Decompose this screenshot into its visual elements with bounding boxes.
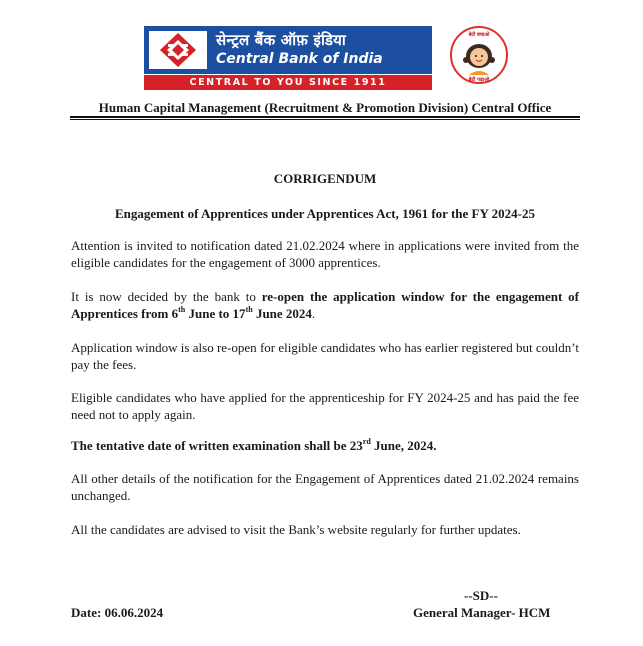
- header-rule: [70, 116, 580, 118]
- paragraph-2-bold-c: June 2024: [252, 306, 312, 321]
- bank-name-english: Central Bank of India: [216, 51, 383, 67]
- paragraph-7: All the candidates are advised to visit the Bank’s website regularly for further updates.: [71, 522, 521, 537]
- signature-sd: --SD--: [464, 588, 498, 603]
- header-rule-thin: [70, 119, 580, 120]
- paragraph-2-end: .: [311, 306, 316, 321]
- paragraph-2-lead: It is now decided by the bank to: [71, 289, 262, 304]
- paragraph-5-b: June, 2024.: [370, 438, 437, 453]
- paragraph-2-sup-b: th: [245, 304, 253, 314]
- bank-tagline: CENTRAL TO YOU SINCE 1911: [144, 75, 432, 90]
- paragraph-2-bold-b: June to 17: [185, 306, 246, 321]
- paragraph-1: Attention is invited to notification dated 21.02.2024 where in applications were invited from the eligible candidates for the engagement of 3000 apprentices.: [71, 238, 579, 270]
- paragraph-5-sup: rd: [362, 436, 371, 446]
- document-title: CORRIGENDUM: [273, 171, 377, 186]
- bank-name-hindi: सेन्ट्रल बैंक ऑफ़ इंडिया: [216, 31, 346, 49]
- office-line: Human Capital Management (Recruitment & Promotion Division) Central Office: [98, 100, 552, 115]
- logo-blue-band: [144, 26, 432, 74]
- signatory-designation: General Manager- HCM: [413, 605, 551, 620]
- paragraph-3: Application window is also re-open for eligible candidates who has earlier registered but couldn’t pay the fees.: [71, 340, 579, 372]
- paragraph-4: Eligible candidates who have applied for the apprenticeship for FY 2024-25 and has paid the fee need not to apply again.: [71, 390, 579, 422]
- paragraph-2-sup-a: th: [178, 304, 186, 314]
- bank-logo: [144, 26, 432, 90]
- beti-bachao-beti-padhao-logo: [449, 23, 509, 87]
- paragraph-2-bold-a: re-open the application window for the engagement of Apprentices from 6: [71, 289, 580, 321]
- campaign-text-bottom: बेटी पढ़ाओ: [468, 77, 490, 83]
- document-date: Date: 06.06.2024: [71, 605, 164, 620]
- paragraph-5-a: The tentative date of written examination shall be 23: [71, 438, 363, 453]
- central-bank-emblem-icon: [149, 31, 207, 69]
- paragraph-6: All other details of the notification for the Engagement of Apprentices dated 21.02.2024 remains unchanged.: [71, 471, 579, 503]
- campaign-text-top: बेटी बचाओ: [468, 32, 490, 38]
- paragraph-5-exam-date: [71, 437, 579, 454]
- paragraph-2: [71, 288, 579, 322]
- document-subject: Engagement of Apprentices under Apprentices Act, 1961 for the FY 2024-25: [115, 206, 535, 221]
